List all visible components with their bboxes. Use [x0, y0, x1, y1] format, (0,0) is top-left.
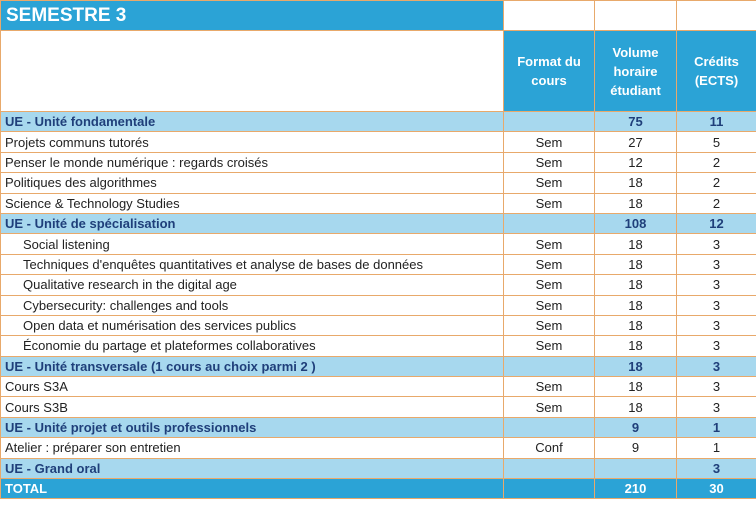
row-volume: 18: [595, 234, 677, 254]
row-format: Sem: [504, 295, 595, 315]
header-format: Format du cours: [504, 31, 595, 112]
row-volume: 18: [595, 336, 677, 356]
course-row: [1, 438, 756, 458]
row-volume: 18: [595, 193, 677, 213]
course-row: [1, 336, 756, 356]
row-format: Sem: [504, 193, 595, 213]
row-label: UE - Unité transversale (1 cours au choix parmi 2 ): [1, 356, 504, 376]
total-label: TOTAL: [1, 479, 504, 499]
row-volume: 9: [595, 438, 677, 458]
row-format: Sem: [504, 173, 595, 193]
row-volume: 108: [595, 213, 677, 233]
row-format: [504, 458, 595, 478]
row-label: Open data et numérisation des services publics: [1, 315, 504, 335]
row-label: UE - Grand oral: [1, 458, 504, 478]
row-volume: 12: [595, 152, 677, 172]
total-credits: 30: [677, 479, 756, 499]
row-credits: 1: [677, 417, 756, 437]
course-row: [1, 132, 756, 152]
row-credits: 3: [677, 295, 756, 315]
row-label: Cybersecurity: challenges and tools: [1, 295, 504, 315]
row-label: Penser le monde numérique : regards croisés: [1, 152, 504, 172]
ue-row: [1, 356, 756, 376]
row-volume: 18: [595, 275, 677, 295]
row-credits: 2: [677, 152, 756, 172]
row-label: Cours S3B: [1, 397, 504, 417]
row-credits: 12: [677, 213, 756, 233]
row-volume: 9: [595, 417, 677, 437]
row-credits: 11: [677, 112, 756, 132]
header-volume: Volume horaire étudiant: [595, 31, 677, 112]
ue-row: [1, 458, 756, 478]
row-volume: 18: [595, 397, 677, 417]
row-format: Sem: [504, 315, 595, 335]
row-volume: 18: [595, 254, 677, 274]
course-row: [1, 173, 756, 193]
row-label: UE - Unité projet et outils professionnels: [1, 417, 504, 437]
ue-row: [1, 213, 756, 233]
row-label: UE - Unité de spécialisation: [1, 213, 504, 233]
course-row: [1, 193, 756, 213]
row-volume: 27: [595, 132, 677, 152]
header-row: [1, 31, 756, 112]
row-credits: 3: [677, 397, 756, 417]
row-volume: 18: [595, 295, 677, 315]
row-credits: 3: [677, 254, 756, 274]
course-row: [1, 234, 756, 254]
row-volume: 18: [595, 356, 677, 376]
row-format: [504, 213, 595, 233]
total-volume: 210: [595, 479, 677, 499]
row-format: Sem: [504, 234, 595, 254]
row-label: Science & Technology Studies: [1, 193, 504, 213]
row-volume: 18: [595, 315, 677, 335]
row-format: Sem: [504, 377, 595, 397]
row-volume: 75: [595, 112, 677, 132]
row-format: Sem: [504, 275, 595, 295]
row-format: Sem: [504, 132, 595, 152]
row-format: [504, 112, 595, 132]
semester-title: SEMESTRE 3: [1, 1, 504, 31]
row-label: Social listening: [1, 234, 504, 254]
row-credits: 1: [677, 438, 756, 458]
row-credits: 3: [677, 356, 756, 376]
course-row: [1, 397, 756, 417]
row-credits: 3: [677, 275, 756, 295]
row-credits: 3: [677, 336, 756, 356]
row-credits: 3: [677, 234, 756, 254]
row-format: [504, 356, 595, 376]
title-row: [1, 1, 756, 31]
row-format: Sem: [504, 336, 595, 356]
row-label: Atelier : préparer son entretien: [1, 438, 504, 458]
row-label: Économie du partage et plateformes collaboratives: [1, 336, 504, 356]
row-format: Sem: [504, 152, 595, 172]
course-row: [1, 377, 756, 397]
row-format: Sem: [504, 254, 595, 274]
row-label: Politiques des algorithmes: [1, 173, 504, 193]
row-credits: 2: [677, 173, 756, 193]
row-label: Techniques d'enquêtes quantitatives et analyse de bases de données: [1, 254, 504, 274]
course-row: [1, 315, 756, 335]
course-row: [1, 295, 756, 315]
row-volume: [595, 458, 677, 478]
row-credits: 3: [677, 458, 756, 478]
row-format: [504, 417, 595, 437]
row-credits: 2: [677, 193, 756, 213]
course-row: [1, 275, 756, 295]
ue-row: [1, 112, 756, 132]
row-volume: 18: [595, 377, 677, 397]
header-credits: Crédits (ECTS): [677, 31, 756, 112]
row-label: Qualitative research in the digital age: [1, 275, 504, 295]
course-row: [1, 152, 756, 172]
row-format: Conf: [504, 438, 595, 458]
row-credits: 3: [677, 315, 756, 335]
total-row: [1, 479, 756, 499]
row-format: Sem: [504, 397, 595, 417]
row-credits: 5: [677, 132, 756, 152]
course-row: [1, 254, 756, 274]
row-label: Projets communs tutorés: [1, 132, 504, 152]
row-label: UE - Unité fondamentale: [1, 112, 504, 132]
total-format: [504, 479, 595, 499]
row-credits: 3: [677, 377, 756, 397]
row-volume: 18: [595, 173, 677, 193]
ue-row: [1, 417, 756, 437]
row-label: Cours S3A: [1, 377, 504, 397]
